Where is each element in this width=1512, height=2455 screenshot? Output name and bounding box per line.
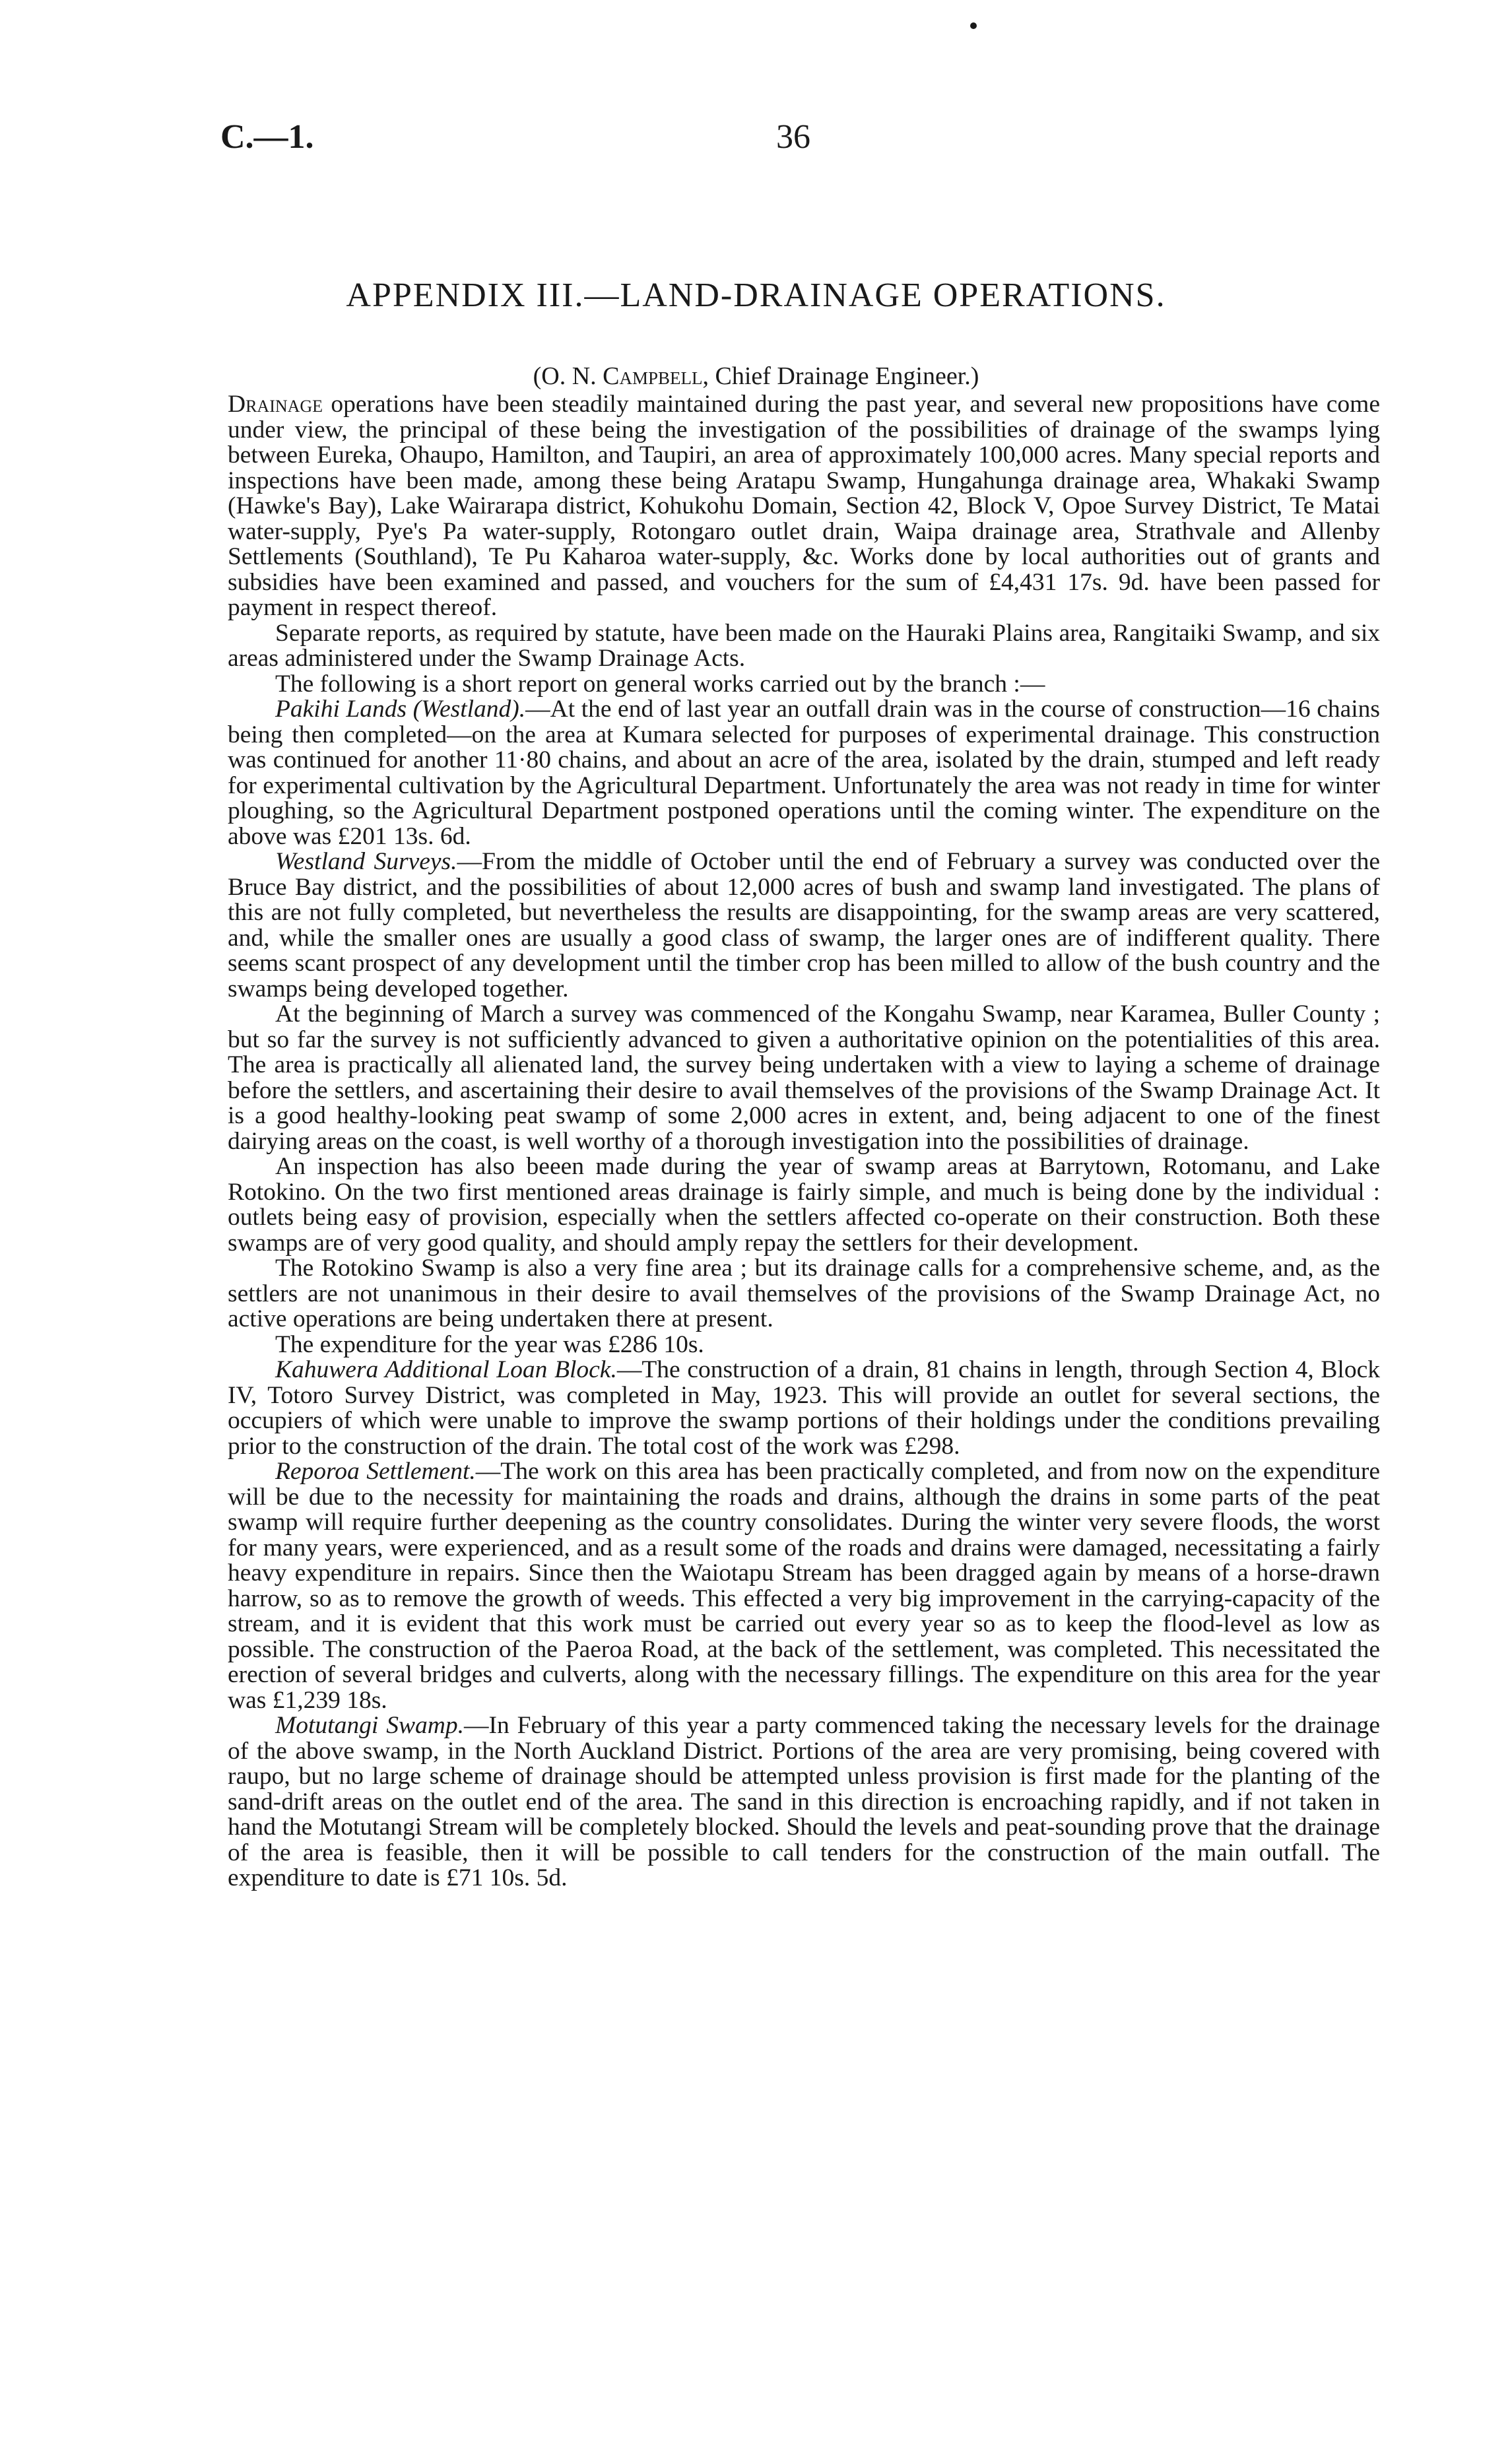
paragraph-text: —In February of this year a party commenced taking the necessary levels for the drainage of the above swamp, in the North Auckland District. Portions of the area are very promising, being covered with raupo, but no large scheme of drainage should be attempted unless provision is first made for the planting of the sand-drift areas on the outlet end of the area. The sand in this direction is encroaching rapidly, and if not taken in hand the Motutangi Stream will be completely blocked. Should the levels and peat-sounding prove that the drainage of the area is feasible, then it will be possible to call tenders for the construction of the main outfall. The expenditure to date is £71 10s. 5d. bbox=[228, 1712, 1380, 1891]
paragraph-text: The following is a short report on general works carried out by the branch :— bbox=[275, 670, 1045, 698]
paragraph-text: —From the middle of October until the end of February a survey was conducted over the Bruce Bay district, and the possibilities of about 12,000 acres of bush and swamp land investigated. The plans of this are not fully completed, but nevertheless the results are disappointing, for the swamp areas are very scattered, and, while the smaller ones are usually a good class of swamp, the larger ones are of indifferent quality. There seems scant prospect of any development until the timber crop has been milled to allow of the bush country and the swamps being developed together. bbox=[228, 848, 1380, 1002]
paragraph-heading: Motutangi Swamp. bbox=[275, 1712, 464, 1739]
paragraph-separate-reports bbox=[228, 621, 1380, 672]
paragraph-motutangi-swamp bbox=[228, 1713, 1380, 1891]
paragraph-text: operations have been steadily maintained during the past year, and several new propositions have come under view, the principal of these being the investigation of the possibilities of drainage of the swamps lying between Eureka, Ohaupo, Hamilton, and Taupiri, an area of approximately 100,000 acres. Many special reports and inspections have been made, among these being Aratapu Swamp, Hungahunga drainage area, Whakaki Swamp (Hawke's Bay), Lake Wairarapa district, Kohukohu Domain, Section 42, Block V, Opoe Survey District, Te Matai water-supply, Pye's Pa water-supply, Rotongaro outlet drain, Waipa drainage area, Strathvale and Allenby Settlements (Southland), Te Pu Kaharoa water-supply, &c. Works done by local authorities out of grants and subsidies have been examined and passed, and vouchers for the sum of £4,431 17s. 9d. have been passed for payment in respect thereof. bbox=[228, 391, 1380, 621]
paragraph-text: Separate reports, as required by statute, have been made on the Hauraki Plains area, Rangitaiki Swamp, and six areas administered under the Swamp Drainage Acts. bbox=[228, 619, 1380, 672]
author-name: O. N. Campbell bbox=[541, 362, 703, 390]
paragraph-reporoa-settlement bbox=[228, 1459, 1380, 1713]
paragraph-heading: Reporoa Settlement. bbox=[275, 1458, 476, 1485]
page-number: 36 bbox=[776, 118, 810, 156]
paragraph-heading: Pakihi Lands (Westland). bbox=[275, 696, 526, 723]
author-role: , Chief Drainage Engineer. bbox=[702, 362, 971, 390]
byline: (O. N. Campbell, Chief Drainage Engineer.) bbox=[533, 362, 979, 390]
paragraph-drainage-overview bbox=[228, 392, 1380, 621]
paragraph-heading: Kahuwera Additional Loan Block. bbox=[275, 1356, 617, 1383]
paragraph-text: At the beginning of March a survey was commenced of the Kongahu Swamp, near Karamea, Buller County ; but so far the survey is not sufficiently advanced to given a authoritative opinion on the potentialities of this area. The area is practically all alienated land, the survey being undertaken with a view to laying a scheme of drainage before the settlers, and ascertaining their desire to avail themselves of the provisions of the Swamp Drainage Act. It is a good healthy-looking peat swamp of some 2,000 acres in extent, and, being adjacent to one of the finest dairying areas on the coast, is well worthy of a thorough investigation into the possibilities of drainage. bbox=[228, 1000, 1380, 1155]
paragraph-text: —The work on this area has been practically completed, and from now on the expenditure will be due to the necessity for maintaining the roads and drains, although the drains in some parts of the peat swamp will require further deepening as the country consolidates. During the winter very severe floods, the worst for many years, were experienced, and as a result some of the roads and drains were damaged, necessitating a fairly heavy expenditure in repairs. Since then the Waiotapu Stream has been dragged again by means of a horse-drawn harrow, so as to remove the growth of weeds. This effected a very big improvement in the carrying-capacity of the stream, and it is evident that this work must be carried out every year so as to keep the flood-level as low as possible. The construction of the Paeroa Road, at the back of the settlement, was completed. This necessitated the erection of several bridges and culverts, along with the necessary fillings. The expenditure on this area for the year was £1,239 18s. bbox=[228, 1458, 1380, 1714]
paragraph-kahuwera-block bbox=[228, 1358, 1380, 1459]
paragraph-rotokino-swamp bbox=[228, 1256, 1380, 1332]
paragraph-pakihi-lands bbox=[228, 697, 1380, 849]
paragraph-lead: Drainage bbox=[228, 391, 323, 418]
report-body bbox=[228, 392, 1380, 1891]
paragraph-heading: Westland Surveys. bbox=[275, 848, 457, 875]
paragraph-westland-expenditure bbox=[228, 1332, 1380, 1358]
paragraph-barrytown-inspection bbox=[228, 1154, 1380, 1256]
paragraph-text: —The construction of a drain, 81 chains in length, through Section 4, Block IV, Totoro Survey District, was completed in May, 1923. This will provide an outlet for several sections, the occupiers of which were unable to improve the swamp portions of their holdings under the conditions prevailing prior to the construction of the drain. The total cost of the work was £298. bbox=[228, 1356, 1380, 1460]
paragraph-text: An inspection has also beeen made during the year of swamp areas at Barrytown, Rotomanu, and Lake Rotokino. On the two first mentioned areas drainage is fairly simple, and much is being done by the individual : outlets being easy of provision, especially when the settlers affected co-operate on their construction. Both these swamps are of very good quality, and should amply repay the settlers for their development. bbox=[228, 1153, 1380, 1257]
ink-dot bbox=[970, 22, 977, 29]
appendix-title: APPENDIX III.—LAND-DRAINAGE OPERATIONS. bbox=[346, 277, 1166, 314]
paragraph-general-works-intro bbox=[228, 672, 1380, 698]
document-reference: C.—1. bbox=[220, 118, 314, 156]
paragraph-text: The Rotokino Swamp is also a very fine area ; but its drainage calls for a comprehensive scheme, and, as the settlers are not unanimous in their desire to avail themselves of the provisions of the Swamp Drainage Act, no active operations are being undertaken there at present. bbox=[228, 1255, 1380, 1332]
paragraph-text: The expenditure for the year was £286 10s. bbox=[275, 1330, 704, 1358]
paragraph-text: —At the end of last year an outfall drain was in the course of construction—16 chains being then completed—on the area at Kumara selected for purposes of experimental drainage. This construction was continued for another 11·80 chains, and about an acre of the area, isolated by the drain, stumped and left ready for experimental cultivation by the Agricultural Department. Unfortunately the area was not ready in time for winter ploughing, so the Agricultural Department postponed operations until the coming winter. The expenditure on the above was £201 13s. 6d. bbox=[228, 696, 1381, 850]
paragraph-kongahu-swamp bbox=[228, 1002, 1380, 1154]
paragraph-westland-surveys bbox=[228, 849, 1380, 1002]
